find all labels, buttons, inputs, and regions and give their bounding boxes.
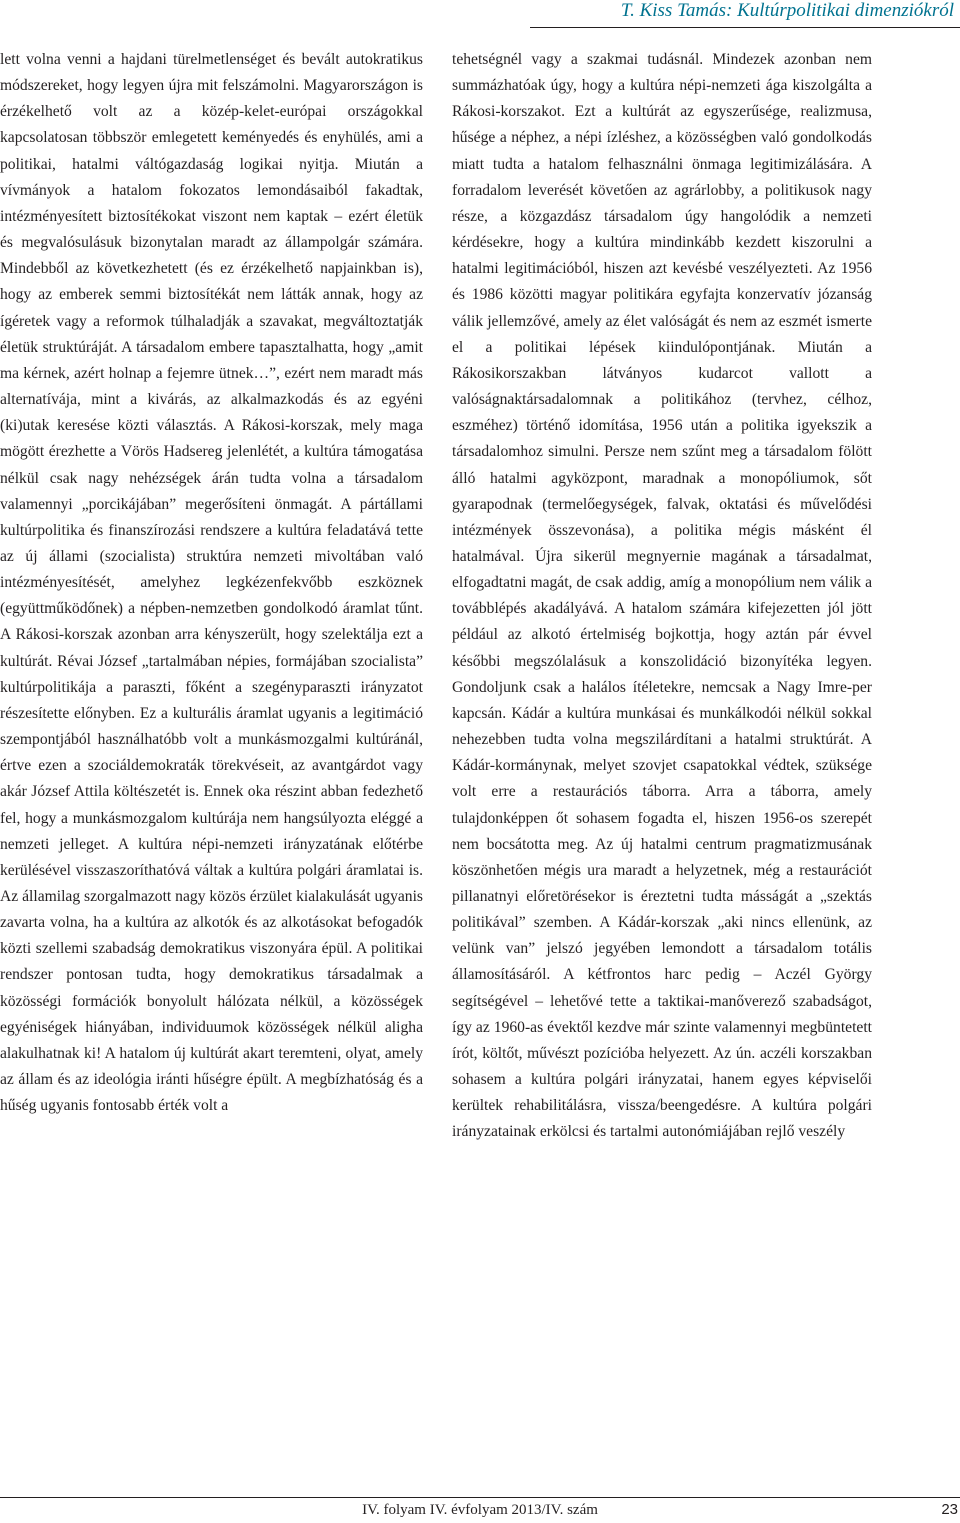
- running-head-title: T. Kiss Tamás: Kultúrpolitikai dimenziókról: [530, 0, 960, 28]
- body-paragraph-right: tehetségnél vagy a szakmai tudásnál. Mindezek azonban nem summázhatóak úgy, hogy a kultúra népi-nemzeti ága kiszolgálta a Rákosi-korszakot. Ezt a kultúrát az egyszerűsége, realizmusa, hűsége a néphez, a népi ízléshez, a közösségben való gondolkodás miatt tudta a hatalom felhasználni önmaga legitimizálására. A forradalom leverését követően az agrárlobby, a politikusok nagy része, a közgazdász társadalom úgy hangolódik a nemzeti kérdésekre, hogy a kultúra mindinkább kezdett kiszorulni a hatalmi legitimációból, hiszen azt kevésbé veszélyezteti. Az 1956 és 1986 közötti magyar politikára egyfajta konzervatív józanság válik jellemzővé, amely az élet valóságát és nem az eszmét ismerte el a politikai lépések kiindulópontjának. Miután a Rákosikorszakban látványos kudarcot vallott a valóságnaktársadalomnak a politikához (tervhez, célhoz, eszméhez) történő idomítása, 1956 után a politika igyekszik a társadalomhoz simulni. Persze nem szűnt meg a társadalom fölött álló hatalmi agyközpont, maradnak a monopóliumok, sőt gyarapodnak (termelőegységek, falvak, oktatási és művelődési intézmények összevonása), a politika mégis másként él hatalmával. Újra sikerül megnyernie magának a társadalmat, elfogadtatni magát, de csak addig, amíg a monopólium nem válik a továbblépés akadályává. A hatalom számára kifejezetten jól jött például az alkotó értelmiség bojkottja, hogy aztán pár évvel későbbi megszólalásuk a konszolidáció bizonyítéka legyen. Gondoljunk csak a halálos ítéletekre, nemcsak a Nagy Imre-per kapcsán. Kádár a kultúra munkásai és munkálkodói nélkül sokkal nehezebben tudta volna megszilárdítani a hatalmi struktúrát. A Kádár-kormánynak, melyet szovjet csapatokkal védtek, szüksége volt erre a restaurációs táborra. Arra a táborra, amely tulajdonképpen őt sohasem fogadta el, hiszen 1956-os szerepét nem bocsátotta meg. Az új hatalmi centrum pragmatizmusának köszönhetően mégis ura maradt a helyzetnek, még a restaurációt pillanatnyi előretörésekor is éreztetni tudta másságát a „szektás politikával” szemben. A Kádár-korszak „aki nincs ellenünk, az velünk van” jelszó jegyében lemondott a társadalom totális államosításáról. A kétfrontos harc pedig – Aczél György segítségével – lehetővé tette a taktikai-manőverező szabadságot, így az 1960-as évektől kezdve már szinte valamennyi megbüntetett írót, költőt, művészt pozícióba helyezett. Az ún. aczéli korszakban sohasem a kultúra polgári irányzatai, hanem egyes képviselői kerültek rehabilitálásra, vissza/beengedésre. A kultúra polgári irányzatainak erkölcsi és tartalmi autonómiájában rejlő veszély: [452, 51, 872, 1141]
- text-column-left: [0, 47, 423, 1119]
- body-paragraph-left: lett volna venni a hajdani türelmetlenséget és bevált autokratikus módszereket, hogy legyen újra mit felszámolni. Magyarországon is érzékelhető volt az a közép-kelet-európai országokkal kapcsolatosan többször emlegetett keményedés és enyhülés, ami a politikai, hatalmi váltógazdaság logikai nyitja. Miután a vívmányok a hatalom fokozatos lemondásaiból fakadtak, intézményesített biztosítékokat viszont nem kaptak – ezért életük és megvalósulásuk bizonytalan maradt az állampolgár számára. Mindebből az következhetett (és ez érzékelhető napjainkban is), hogy az emberek semmi biztosítékát nem látták annak, hogy az ígéretek vagy a reformok túlhaladják a szavakat, megváltoztatják életük struktúráját. A társadalom embere tapasztalhatta, hogy „amit ma kérnek, azért holnap a fejemre ütnek…”, ezért nem maradt más alternatívája, mint a kivárás, az alkalmazkodás és az egyéni (ki)utak keresése közti választás. A Rákosi-korszak, mely maga mögött érezhette a Vörös Hadsereg jelenlétét, a kultúra támogatása nélkül csak nagy nehézségek árán tudta volna a társadalom valamennyi „porcikájában” megerősíteni önmagát. A pártállami kultúrpolitika és finanszírozási rendszere a kultúra feladatává tette az új állami (szocialista) struktúra nemzeti mivoltában való intézményesítését, amelyhez legkézenfekvőbb eszköznek (együttműködőnek) a népben-nemzetben gondolkodó áramlat tűnt. A Rákosi-korszak azonban arra kényszerült, hogy szelektálja ezt a kultúrát. Révai József „tartalmában népies, formájában szocialista” kultúrpolitikája a paraszti, főként a szegényparaszti irányzatot részesítette előnyben. Ez a kulturális áramlat ugyanis a legitimáció szempontjából használhatóbb volt a munkásmozgalmi kultúránál, értve ezen a szociáldemokraták törekvéseit, az avantgárdot vagy akár József Attila költészetét is. Ennek oka részint abban fedezhető fel, hogy a munkásmozgalom kultúrája nem hangsúlyozta eléggé a nemzeti jelleget. A kultúra népi-nemzeti irányzatának előtérbe kerülésével visszaszoríthatóvá váltak a kultúra polgári áramlatai is. Az államilag szorgalmazott nagy közös érzület kialakulását ugyanis zavarta volna, ha a kultúra az alkotók és az alkotásokat befogadók közti szellemi szabadság demokratikus viszonyára épül. A politikai rendszer pontosan tudta, hogy demokratikus társadalmak a közösségi formációk bonyolult hálózata nélkül, a közösségek egyéniségek hiányában, individuumok közösségek nélkül aligha alakulhatnak ki! A hatalom új kultúrát akart teremteni, olyat, amely az állam és az ideológia iránti hűségre épült. A megbízhatóság és a hűség ugyanis fontosabb érték volt a: [0, 51, 423, 1115]
- footer-issue-info: IV. folyam IV. évfolyam 2013/IV. szám: [362, 1502, 598, 1518]
- text-column-right: [452, 47, 872, 1146]
- footer-divider: [0, 1497, 960, 1498]
- page-number: 23: [941, 1501, 958, 1518]
